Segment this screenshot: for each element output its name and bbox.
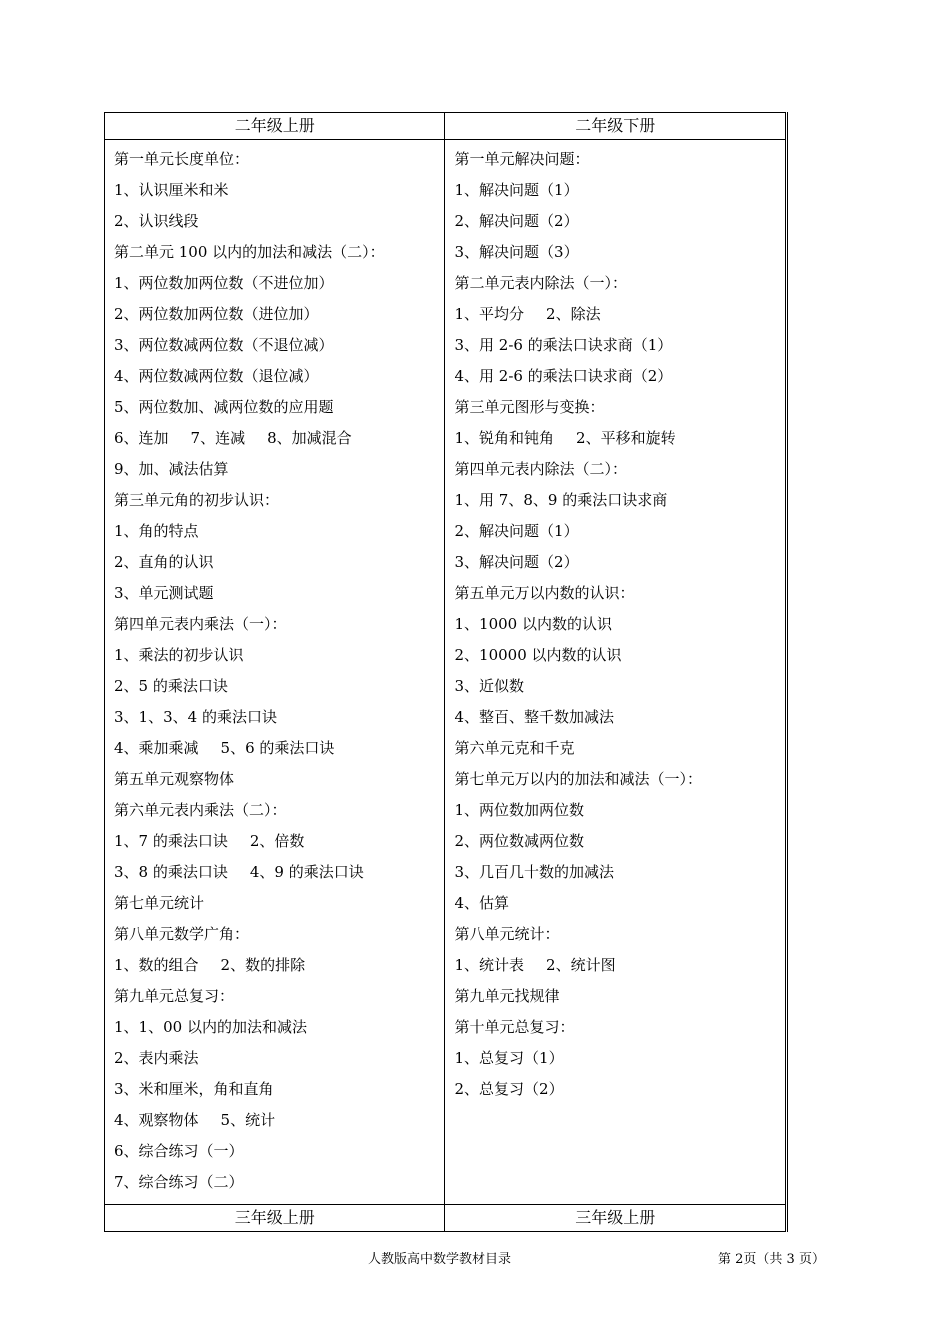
list-item-text: 第四单元表内除法（二）： bbox=[454, 460, 627, 478]
list-item-text: 1、用 7、8、9 的乘法口诀求商 bbox=[454, 491, 668, 509]
list-item-text: 6、综合练习（一） bbox=[114, 1142, 244, 1160]
list-item bbox=[454, 888, 785, 919]
list-item-text: 2、解决问题（1） bbox=[454, 522, 579, 540]
bottom-right-header: 三年级上册 bbox=[445, 1205, 787, 1232]
list-item bbox=[454, 919, 785, 950]
list-item-text: 2、统计图 bbox=[546, 956, 616, 974]
list-item-text: 第六单元克和千克 bbox=[454, 739, 575, 757]
list-item-text: 7、连减 bbox=[190, 429, 246, 447]
list-item-text: 第九单元找规律 bbox=[454, 987, 560, 1005]
list-item-text: 8、加减混合 bbox=[267, 429, 352, 447]
list-item-text: 1、乘法的初步认识 bbox=[114, 646, 244, 664]
list-item bbox=[454, 578, 785, 609]
list-item-text: 1、1、00 以内的加法和减法 bbox=[114, 1018, 307, 1036]
list-item bbox=[454, 144, 785, 175]
list-item bbox=[114, 578, 444, 609]
list-item bbox=[114, 175, 444, 206]
list-item bbox=[114, 981, 444, 1012]
list-item-text: 2、倍数 bbox=[249, 832, 305, 850]
left-column-list bbox=[105, 140, 444, 1204]
list-item bbox=[454, 454, 785, 485]
list-item bbox=[454, 950, 785, 981]
list-item bbox=[114, 485, 444, 516]
list-item-text: 7、综合练习（二） bbox=[114, 1173, 244, 1191]
list-item bbox=[114, 950, 444, 981]
bottom-header-row bbox=[105, 1205, 787, 1232]
list-item bbox=[114, 1043, 444, 1074]
list-item-text: 1、统计表 bbox=[454, 956, 525, 974]
list-item bbox=[114, 1074, 444, 1105]
list-item-text: 2、两位数减两位数 bbox=[454, 832, 585, 850]
list-item bbox=[114, 795, 444, 826]
list-item bbox=[114, 268, 444, 299]
list-item-text: 1、数的组合 bbox=[114, 956, 199, 974]
list-item bbox=[114, 609, 444, 640]
list-item bbox=[454, 640, 785, 671]
list-item-text: 第二单元表内除法（一）： bbox=[454, 274, 627, 292]
list-item-text: 3、两位数减两位数（不退位减） bbox=[114, 336, 334, 354]
list-item bbox=[454, 764, 785, 795]
list-item-text: 3、几百几十数的加减法 bbox=[454, 863, 615, 881]
list-item bbox=[114, 330, 444, 361]
header-row bbox=[105, 113, 787, 140]
list-item-text: 1、两位数加两位数 bbox=[454, 801, 585, 819]
list-item bbox=[454, 857, 785, 888]
list-item-text: 第一单元长度单位： bbox=[114, 150, 250, 168]
list-item-text: 第三单元角的初步认识： bbox=[114, 491, 280, 509]
list-item-text: 3、解决问题（3） bbox=[454, 243, 579, 261]
list-item bbox=[114, 1136, 444, 1167]
list-item-text: 4、乘加乘减 bbox=[114, 739, 199, 757]
list-item-text: 1、两位数加两位数（不进位加） bbox=[114, 274, 334, 292]
right-column-header: 二年级下册 bbox=[445, 113, 787, 140]
list-item bbox=[454, 1043, 785, 1074]
list-item bbox=[454, 733, 785, 764]
list-item bbox=[454, 671, 785, 702]
list-item-text: 第七单元万以内的加法和减法（一）： bbox=[454, 770, 702, 788]
list-item bbox=[114, 857, 444, 888]
list-item bbox=[114, 206, 444, 237]
list-item-text: 2、认识线段 bbox=[114, 212, 199, 230]
list-item-text: 3、米和厘米，角和直角 bbox=[114, 1080, 274, 1098]
list-item-text: 5、两位数加、减两位数的应用题 bbox=[114, 398, 334, 416]
list-item bbox=[454, 702, 785, 733]
list-item-text: 5、统计 bbox=[220, 1111, 276, 1129]
list-item bbox=[454, 981, 785, 1012]
list-item-text: 第一单元解决问题： bbox=[454, 150, 590, 168]
list-item bbox=[114, 361, 444, 392]
list-item-text: 第八单元统计： bbox=[454, 925, 560, 943]
list-item-text: 第六单元表内乘法（二）： bbox=[114, 801, 287, 819]
list-item-text: 1、7 的乘法口诀 bbox=[114, 832, 228, 850]
list-item-text: 第二单元 100 以内的加法和减法（二）： bbox=[114, 243, 385, 261]
list-item bbox=[114, 299, 444, 330]
list-item bbox=[114, 454, 444, 485]
list-item bbox=[114, 919, 444, 950]
list-item-text: 3、8 的乘法口诀 bbox=[114, 863, 228, 881]
list-item bbox=[454, 237, 785, 268]
list-item-text: 4、观察物体 bbox=[114, 1111, 199, 1129]
list-item-text: 第九单元总复习： bbox=[114, 987, 235, 1005]
list-item-text: 2、10000 以内数的认识 bbox=[454, 646, 622, 664]
list-item bbox=[114, 640, 444, 671]
left-column-header: 二年级上册 bbox=[105, 113, 445, 140]
list-item-text: 2、两位数加两位数（进位加） bbox=[114, 305, 319, 323]
list-item-text: 4、用 2-6 的乘法口诀求商（2） bbox=[454, 367, 673, 385]
list-item bbox=[114, 888, 444, 919]
list-item bbox=[454, 1074, 785, 1105]
list-item-text: 第四单元表内乘法（一）： bbox=[114, 615, 287, 633]
list-item-text: 2、平移和旋转 bbox=[576, 429, 676, 447]
list-item bbox=[454, 392, 785, 423]
right-column-list bbox=[445, 140, 785, 1111]
list-item-text: 3、用 2-6 的乘法口诀求商（1） bbox=[454, 336, 673, 354]
list-item-text: 第五单元观察物体 bbox=[114, 770, 235, 788]
list-item-text: 6、连加 bbox=[114, 429, 169, 447]
page-footer bbox=[0, 1248, 950, 1268]
list-item-text: 1、1000 以内数的认识 bbox=[454, 615, 612, 633]
footer-title: 人教版高中数学教材目录 bbox=[368, 1252, 512, 1267]
curriculum-table bbox=[104, 112, 788, 1232]
list-item-text: 4、整百、整千数加减法 bbox=[454, 708, 615, 726]
list-item-text: 第八单元数学广角： bbox=[114, 925, 250, 943]
right-column bbox=[445, 140, 787, 1205]
list-item bbox=[454, 547, 785, 578]
footer-page-number: 第 2页（共 3 页） bbox=[718, 1252, 825, 1267]
list-item-text: 9、加、减法估算 bbox=[114, 460, 229, 478]
list-item-text: 1、认识厘米和米 bbox=[114, 181, 229, 199]
list-item-text: 2、解决问题（2） bbox=[454, 212, 579, 230]
list-item bbox=[114, 144, 444, 175]
list-item bbox=[114, 1012, 444, 1043]
list-item bbox=[114, 826, 444, 857]
list-item-text: 5、6 的乘法口诀 bbox=[220, 739, 335, 757]
list-item-text: 4、9 的乘法口诀 bbox=[249, 863, 364, 881]
list-item-text: 3、1、3、4 的乘法口诀 bbox=[114, 708, 277, 726]
bottom-left-header: 三年级上册 bbox=[105, 1205, 445, 1232]
list-item bbox=[454, 826, 785, 857]
list-item-text: 第十单元总复习： bbox=[454, 1018, 575, 1036]
list-item-text: 2、数的排除 bbox=[220, 956, 306, 974]
list-item bbox=[114, 1167, 444, 1198]
list-item bbox=[114, 702, 444, 733]
list-item bbox=[114, 237, 444, 268]
list-item bbox=[454, 361, 785, 392]
list-item bbox=[454, 516, 785, 547]
list-item-text: 4、两位数减两位数（退位减） bbox=[114, 367, 319, 385]
list-item-text: 第七单元统计 bbox=[114, 894, 205, 912]
list-item bbox=[114, 764, 444, 795]
list-item-text: 4、估算 bbox=[454, 894, 510, 912]
list-item bbox=[114, 392, 444, 423]
list-item bbox=[114, 733, 444, 764]
list-item bbox=[114, 671, 444, 702]
list-item-text: 1、角的特点 bbox=[114, 522, 199, 540]
list-item-text: 1、总复习（1） bbox=[454, 1049, 564, 1067]
list-item bbox=[454, 485, 785, 516]
list-item bbox=[454, 206, 785, 237]
list-item-text: 1、锐角和钝角 bbox=[454, 429, 555, 447]
list-item bbox=[454, 609, 785, 640]
list-item-text: 2、直角的认识 bbox=[114, 553, 214, 571]
list-item-text: 2、表内乘法 bbox=[114, 1049, 199, 1067]
content-row bbox=[105, 140, 787, 1205]
list-item bbox=[454, 1012, 785, 1043]
list-item-text: 2、除法 bbox=[546, 305, 601, 323]
list-item bbox=[454, 423, 785, 454]
list-item-text: 2、总复习（2） bbox=[454, 1080, 564, 1098]
list-item bbox=[454, 268, 785, 299]
list-item-text: 2、5 的乘法口诀 bbox=[114, 677, 228, 695]
left-column bbox=[105, 140, 445, 1205]
list-item bbox=[114, 423, 444, 454]
list-item bbox=[454, 175, 785, 206]
list-item-text: 第五单元万以内数的认识： bbox=[454, 584, 635, 602]
list-item bbox=[114, 1105, 444, 1136]
list-item bbox=[454, 795, 785, 826]
list-item-text: 1、平均分 bbox=[454, 305, 525, 323]
list-item-text: 1、解决问题（1） bbox=[454, 181, 579, 199]
list-item-text: 3、解决问题（2） bbox=[454, 553, 579, 571]
list-item-text: 3、单元测试题 bbox=[114, 584, 214, 602]
list-item bbox=[454, 330, 785, 361]
list-item bbox=[114, 547, 444, 578]
list-item-text: 第三单元图形与变换： bbox=[454, 398, 605, 416]
list-item-text: 3、近似数 bbox=[454, 677, 525, 695]
list-item bbox=[454, 299, 785, 330]
list-item bbox=[114, 516, 444, 547]
